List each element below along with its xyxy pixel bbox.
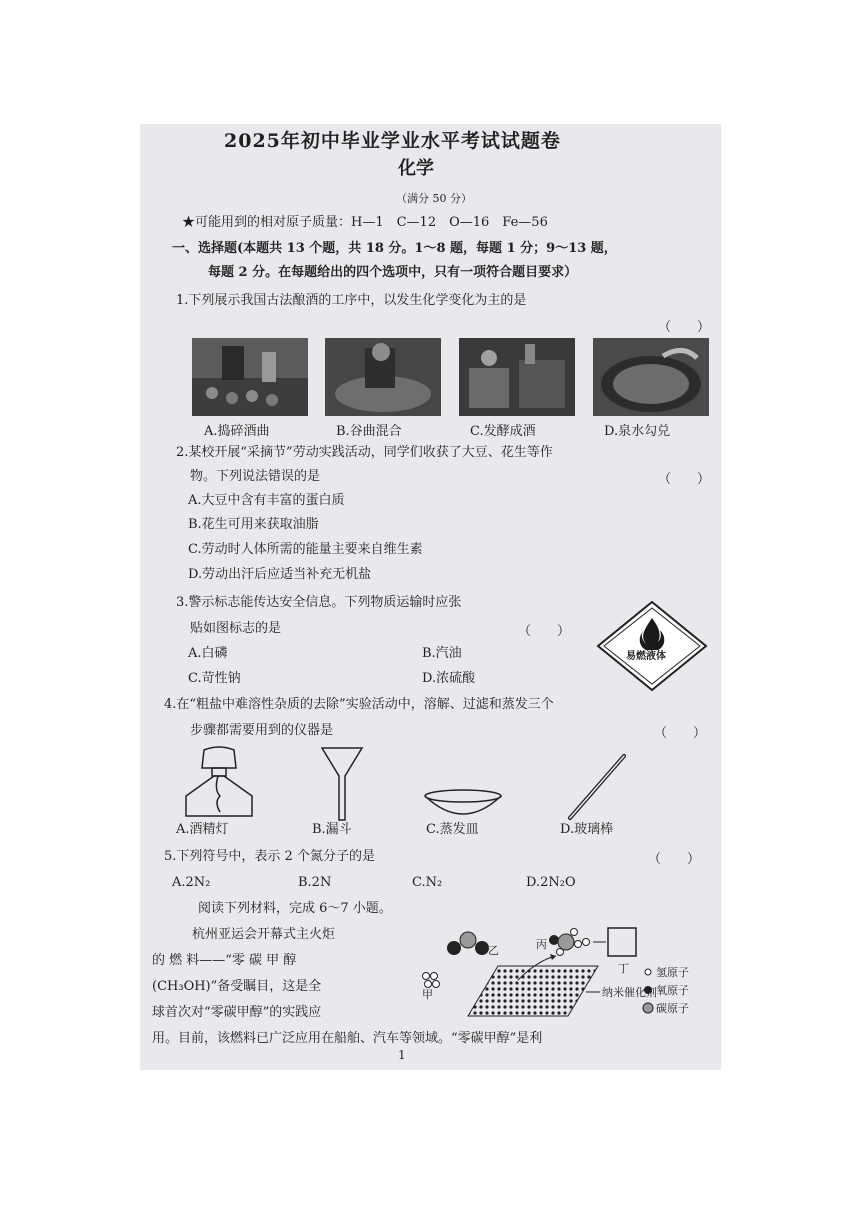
q4-option-d[interactable]: D.玻璃棒 (560, 822, 614, 837)
label-jia: 甲 (422, 988, 433, 1001)
q2-stem: 2.某校开展“采摘节”劳动实践活动，同学们收获了大豆、花生等作 (176, 445, 553, 460)
q4-option-c[interactable]: C.蒸发皿 (426, 822, 479, 837)
q5-stem: 5.下列符号中，表示 2 个氮分子的是 (164, 849, 375, 864)
subject-title: 化学 (398, 158, 434, 179)
label-catalyst: 纳米催化剂 (602, 986, 657, 999)
reading-intro: 阅读下列材料，完成 6～7 小题。 (198, 901, 392, 916)
q1-option-d[interactable]: D.泉水勾兑 (604, 424, 671, 439)
q5-option-b[interactable]: B.2N (298, 875, 332, 890)
exam-paper (140, 124, 721, 1070)
photo-blending-icon (593, 338, 709, 416)
photo-crushing-icon (192, 338, 308, 416)
q2-answer-bracket: （ ） (658, 472, 711, 487)
reading-line-3: (CH₃OH)”备受瞩目，这是全 (152, 979, 322, 994)
funnel-figure (320, 746, 364, 822)
glass-rod-icon (564, 752, 630, 822)
full-score: （满分 50 分） (396, 192, 472, 205)
label-bing: 丙 (536, 938, 547, 951)
exam-title: 2025年初中毕业学业水平考试试题卷 (224, 130, 561, 152)
q3-answer-bracket: （ ） (518, 624, 571, 639)
label-yi: 乙 (488, 944, 499, 957)
q4-option-b[interactable]: B.漏斗 (312, 822, 352, 837)
funnel-icon (320, 746, 364, 822)
reading-line-4: 球首次对“零碳甲醇”的实践应 (152, 1005, 322, 1020)
evaporating-dish-icon (422, 788, 504, 822)
q2-option-c[interactable]: C.劳动时人体所需的能量主要来自维生素 (188, 542, 423, 557)
q4-answer-bracket: （ ） (654, 726, 707, 741)
q3-option-d[interactable]: D.浓硫酸 (422, 671, 476, 686)
q1-stem: 1.下列展示我国古法酿酒的工序中，以发生化学变化为主的是 (176, 293, 527, 308)
q4-option-a[interactable]: A.酒精灯 (176, 822, 229, 837)
q2-stem-2: 物。下列说法错误的是 (190, 469, 321, 484)
q5-option-a[interactable]: A.2N₂ (172, 875, 211, 890)
page-number: 1 (398, 1048, 406, 1062)
q2-option-b[interactable]: B.花生可用来获取油脂 (188, 517, 319, 532)
evaporating-dish-figure (422, 788, 504, 822)
glass-rod-figure (564, 752, 630, 822)
q1-option-b[interactable]: B.谷曲混合 (336, 424, 402, 439)
photo-mixing-icon (325, 338, 441, 416)
reading-line-1: 杭州亚运会开幕式主火炬 (192, 927, 336, 942)
reading-line-2: 的 燃 料——“零 碳 甲 醇 (152, 953, 297, 968)
section-heading: 一、选择题(本题共 13 个题，共 18 分。1～8 题，每题 1 分；9～13 题， (172, 241, 617, 256)
q5-option-d[interactable]: D.2N₂O (526, 875, 576, 890)
label-ding: 丁 (618, 962, 629, 975)
reading-line-5: 用。目前，该燃料已广泛应用在船舶、汽车等领域。“零碳甲醇”是利 (152, 1031, 543, 1046)
legend-hydrogen: 氢原子 (656, 966, 689, 979)
q1-photo-c (459, 338, 575, 416)
q3-option-b[interactable]: B.汽油 (422, 646, 462, 661)
q1-photo-a (192, 338, 308, 416)
q3-stem-2: 贴如图标志的是 (190, 621, 282, 636)
alcohol-lamp-figure (174, 746, 264, 820)
q1-photo-b (325, 338, 441, 416)
q1-option-c[interactable]: C.发酵成酒 (470, 424, 536, 439)
legend-oxygen: 氧原子 (656, 984, 689, 997)
sign-label: 易燃液体 (626, 651, 666, 662)
q3-option-c[interactable]: C.苛性钠 (188, 671, 241, 686)
q2-option-a[interactable]: A.大豆中含有丰富的蛋白质 (188, 493, 345, 508)
q3-stem: 3.警示标志能传达安全信息。下列物质运输时应张 (176, 595, 462, 610)
photo-fermenting-icon (459, 338, 575, 416)
q4-stem-2: 步骤都需要用到的仪器是 (190, 723, 334, 738)
atomic-mass-note: ★可能用到的相对原子质量：H—1 C—12 O—16 Fe—56 (182, 215, 548, 230)
alcohol-lamp-icon (174, 746, 264, 820)
q5-answer-bracket: （ ） (648, 852, 701, 867)
q2-option-d[interactable]: D.劳动出汗后应适当补充无机盐 (188, 567, 372, 582)
q1-photo-d (593, 338, 709, 416)
q4-stem: 4.在“粗盐中难溶性杂质的去除”实验活动中，溶解、过滤和蒸发三个 (164, 697, 554, 712)
q5-option-c[interactable]: C.N₂ (412, 875, 443, 890)
reaction-diagram (418, 920, 718, 1028)
q3-option-a[interactable]: A.白磷 (188, 646, 228, 661)
hazard-diamond-icon (596, 600, 708, 692)
flammable-liquid-sign (596, 600, 708, 692)
q1-option-a[interactable]: A.捣碎酒曲 (204, 424, 270, 439)
legend-carbon: 碳原子 (656, 1002, 689, 1015)
q1-answer-bracket: （ ） (658, 320, 711, 335)
section-heading-2: 每题 2 分。在每题给出的四个选项中，只有一项符合题目要求） (208, 265, 578, 280)
